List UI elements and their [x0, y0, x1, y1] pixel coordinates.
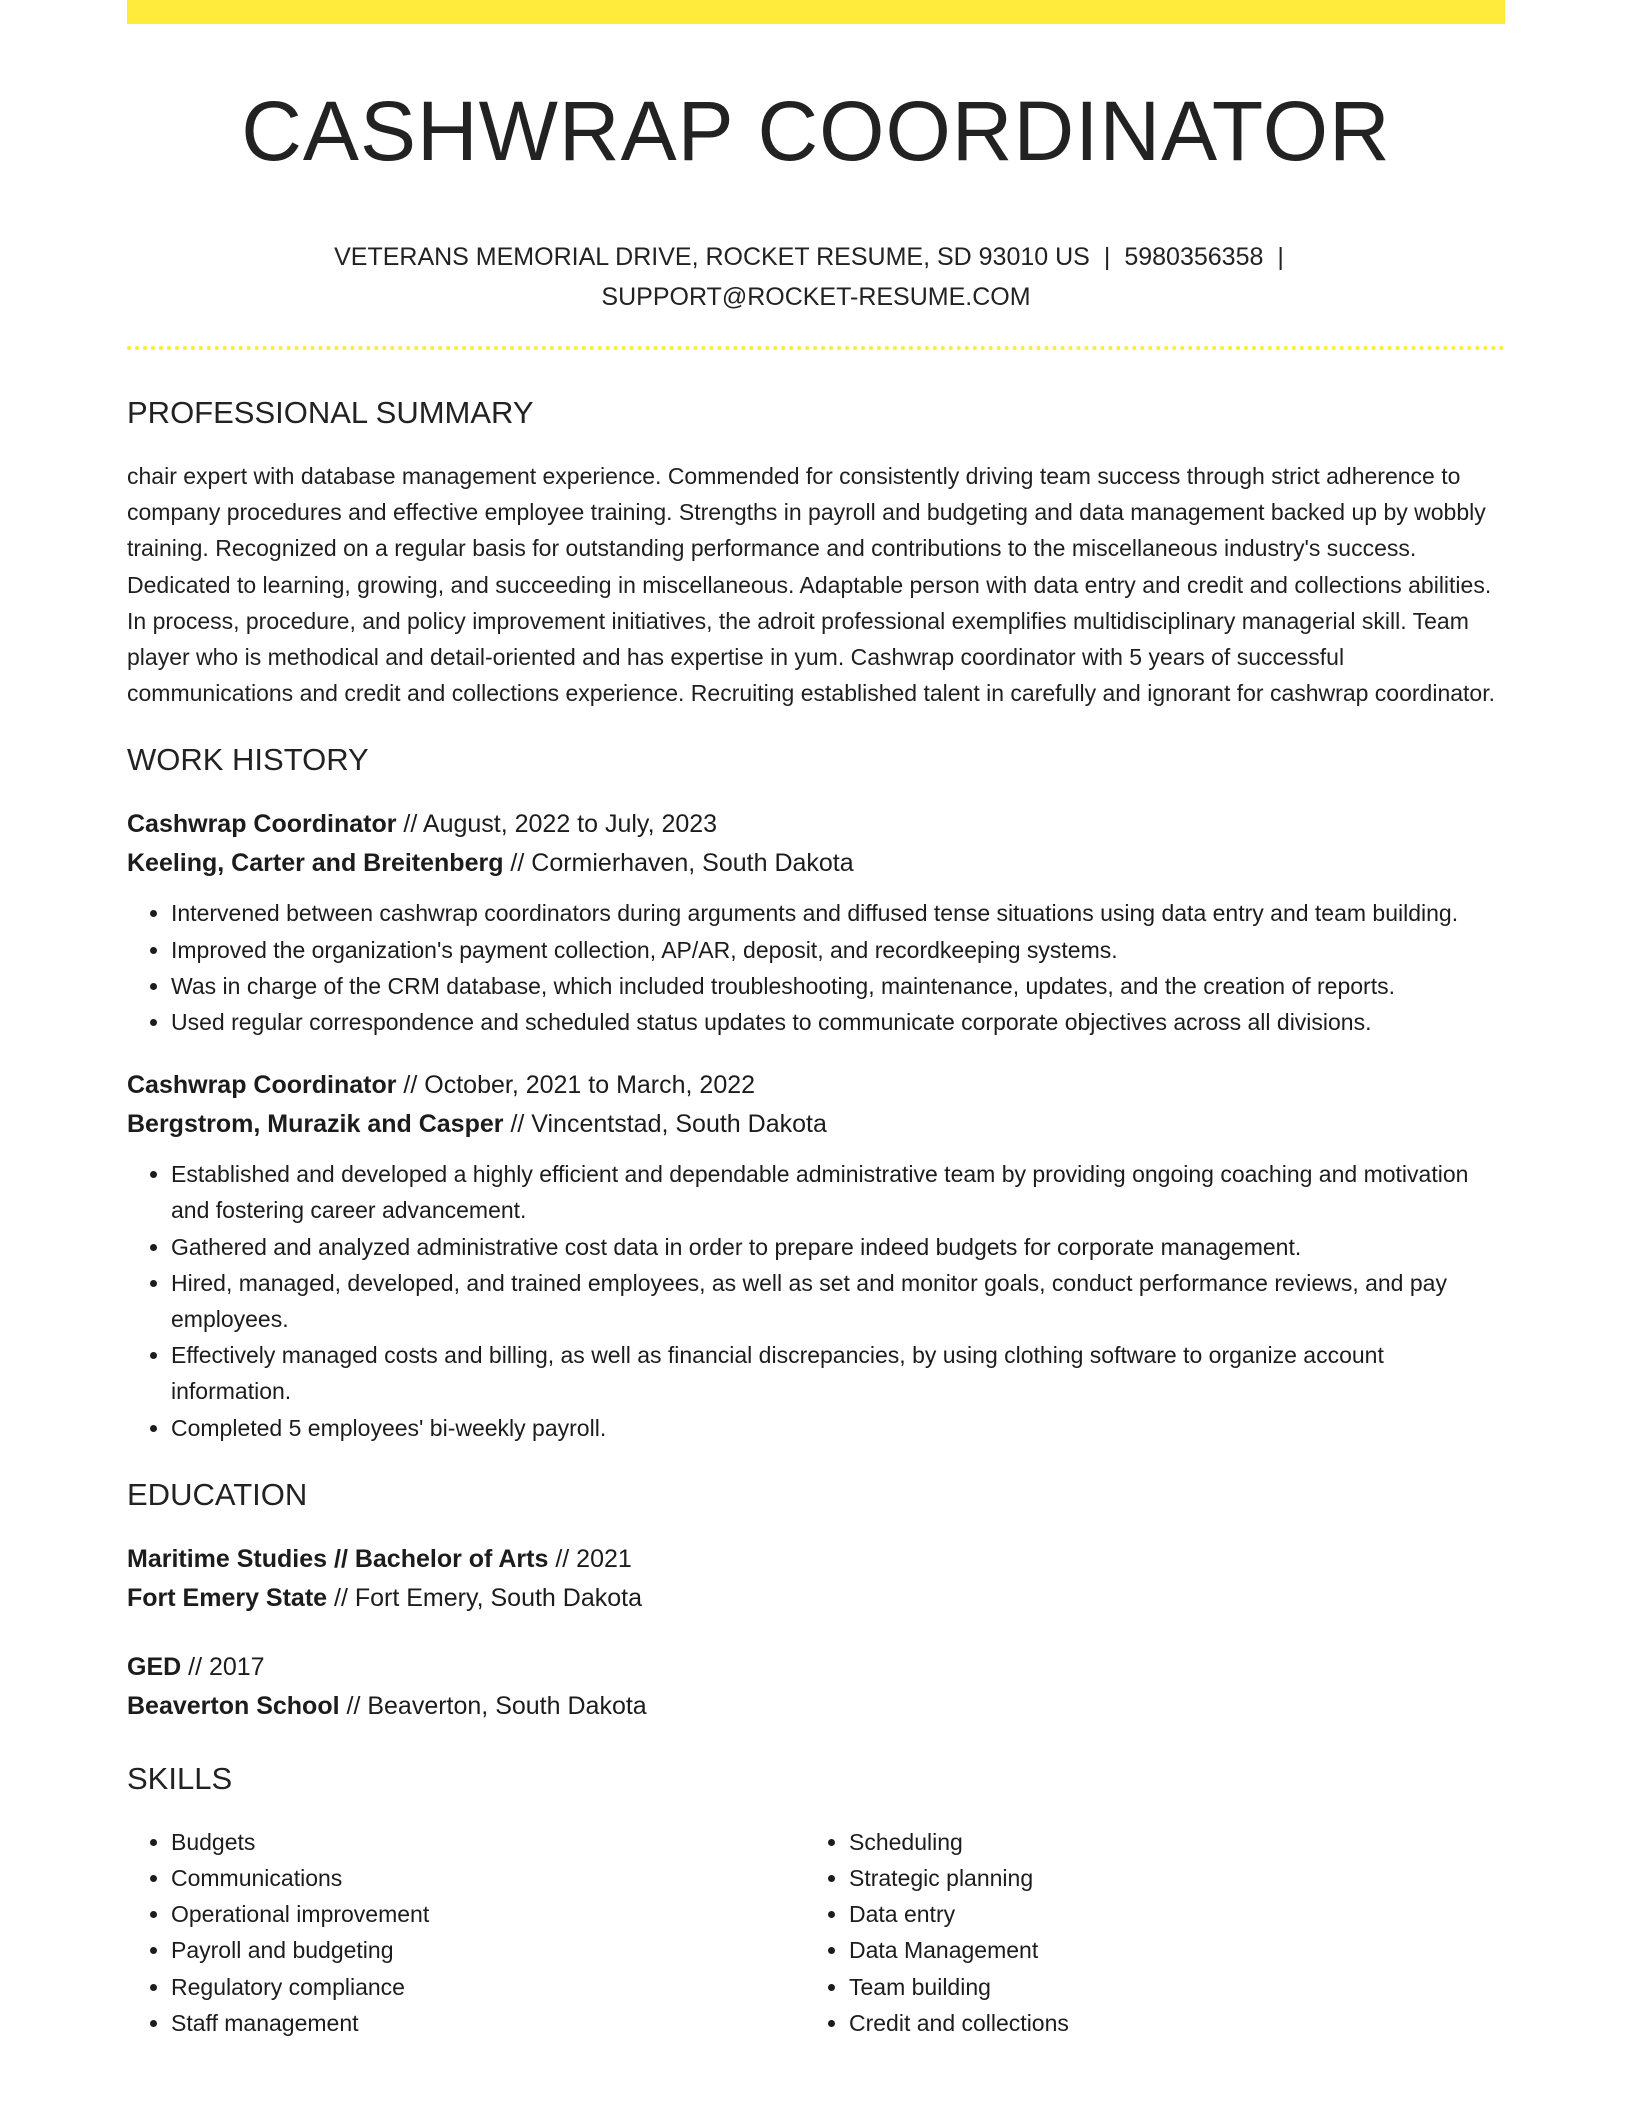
education-degree-line	[127, 1648, 1505, 1687]
job-bullets	[127, 895, 1505, 1040]
education-entry	[127, 1540, 1505, 1618]
education-school-line	[127, 1687, 1505, 1726]
section-title-education: EDUCATION	[127, 1476, 308, 1512]
skill-item: • Operational improvement	[171, 1896, 805, 1932]
skill-item: • Budgets	[171, 1824, 805, 1860]
skills-column-right	[805, 1824, 1483, 2041]
job-bullet: • Established and developed a highly efficient and dependable administrative team by providing ongoing coaching and motivation and fostering career advancement.	[171, 1156, 1505, 1228]
job-title-line	[127, 805, 1505, 844]
job-bullet: • Improved the organization's payment collection, AP/AR, deposit, and recordkeeping systems.	[171, 932, 1505, 968]
skill-item: • Data entry	[849, 1896, 1483, 1932]
job-bullet: • Used regular correspondence and scheduled status updates to communicate corporate objectives across all divisions.	[171, 1004, 1505, 1040]
job-bullets	[127, 1156, 1505, 1446]
skill-item: • Communications	[171, 1860, 805, 1896]
skill-item: • Strategic planning	[849, 1860, 1483, 1896]
contact-info	[127, 237, 1505, 317]
job-title: Cashwrap Coordinator	[127, 810, 397, 839]
resume-content	[127, 390, 1505, 2041]
section-title-summary: PROFESSIONAL SUMMARY	[127, 395, 534, 430]
education-entry	[127, 1648, 1505, 1726]
contact-line-2	[127, 277, 1505, 317]
education-degree-line	[127, 1540, 1505, 1579]
job-location: // Vincentstad, South Dakota	[503, 1110, 827, 1139]
education-school: Beaverton School	[127, 1691, 340, 1720]
job-bullet: • Intervened between cashwrap coordinators during arguments and diffused tense situations using data entry and team building.	[171, 895, 1505, 931]
education-year: // 2021	[548, 1544, 632, 1573]
education-school: Fort Emery State	[127, 1583, 328, 1612]
section-title-skills: SKILLS	[127, 1760, 233, 1796]
skill-item: • Credit and collections	[849, 2005, 1483, 2041]
job-title-line	[127, 1066, 1505, 1105]
skill-item: • Scheduling	[849, 1824, 1483, 1860]
summary-text: chair expert with database management experience. Commended for consistently driving team success through strict adherence to company procedures and effective employee training. Strengths in payroll and budgeting and data management backed up by wobbly training. Recognized on a regular basis for outstanding performance and contributions to the miscellaneous industry's success. Dedicated to learning, growing, and succeeding in miscellaneous. Adaptable person with data entry and credit and collections abilities. In process, procedure, and policy improvement initiatives, the adroit professional exemplifies multidisciplinary managerial skill. Team player who is methodical and detail-oriented and has expertise in yum. Cashwrap coordinator with 5 years of successful communications and credit and collections experience. Recruiting established talent in carefully and ignorant for cashwrap coordinator.	[127, 463, 1495, 707]
skill-item: • Team building	[849, 1969, 1483, 2005]
skills-list	[127, 1824, 1505, 2041]
job-company-line	[127, 1105, 1505, 1144]
job-company-line	[127, 844, 1505, 883]
contact-phone: 5980356358	[1124, 243, 1264, 271]
job-dates: // August, 2022 to July, 2023	[396, 810, 718, 839]
contact-email: SUPPORT@ROCKET-RESUME.COM	[601, 283, 1031, 311]
contact-separator: |	[1277, 243, 1284, 271]
skill-item: • Staff management	[171, 2005, 805, 2041]
job-company: Bergstrom, Murazik and Casper	[127, 1110, 504, 1139]
skill-item: • Payroll and budgeting	[171, 1932, 805, 1968]
contact-address: VETERANS MEMORIAL DRIVE, ROCKET RESUME, SD 93010 US	[334, 243, 1090, 271]
accent-top-bar	[127, 0, 1505, 24]
job-bullet: • Completed 5 employees' bi-weekly payroll.	[171, 1410, 1505, 1446]
contact-separator: |	[1103, 243, 1111, 271]
contact-line-1	[127, 237, 1505, 277]
job-bullet: • Hired, managed, developed, and trained employees, as well as set and monitor goals, conduct performance reviews, and pay employees.	[171, 1265, 1505, 1337]
job-bullet: • Gathered and analyzed administrative cost data in order to prepare indeed budgets for corporate management.	[171, 1229, 1505, 1265]
education-year: // 2017	[181, 1652, 265, 1681]
education-degree: GED	[127, 1652, 182, 1681]
job-entry	[127, 805, 1505, 1040]
job-dates: // October, 2021 to March, 2022	[396, 1071, 756, 1100]
job-bullet: • Was in charge of the CRM database, which included troubleshooting, maintenance, updates, and the creation of reports.	[171, 968, 1505, 1004]
skill-item: • Regulatory compliance	[171, 1969, 805, 2005]
resume-name: CASHWRAP COORDINATOR	[241, 84, 1391, 178]
section-title-work: WORK HISTORY	[127, 742, 369, 778]
job-location: // Cormierhaven, South Dakota	[503, 849, 854, 878]
skill-item: • Data Management	[849, 1932, 1483, 1968]
job-bullet: • Effectively managed costs and billing, as well as financial discrepancies, by using clothing software to organize account information.	[171, 1337, 1505, 1409]
job-company: Keeling, Carter and Breitenberg	[127, 849, 504, 878]
job-entry	[127, 1066, 1505, 1446]
dotted-divider	[127, 346, 1505, 350]
job-title: Cashwrap Coordinator	[127, 1071, 397, 1100]
resume-page	[127, 0, 1505, 2112]
education-location: // Fort Emery, South Dakota	[327, 1583, 642, 1612]
education-location: // Beaverton, South Dakota	[339, 1691, 647, 1720]
skills-column-left	[127, 1824, 805, 2041]
education-school-line	[127, 1579, 1505, 1618]
education-degree: Maritime Studies // Bachelor of Arts	[127, 1544, 549, 1573]
